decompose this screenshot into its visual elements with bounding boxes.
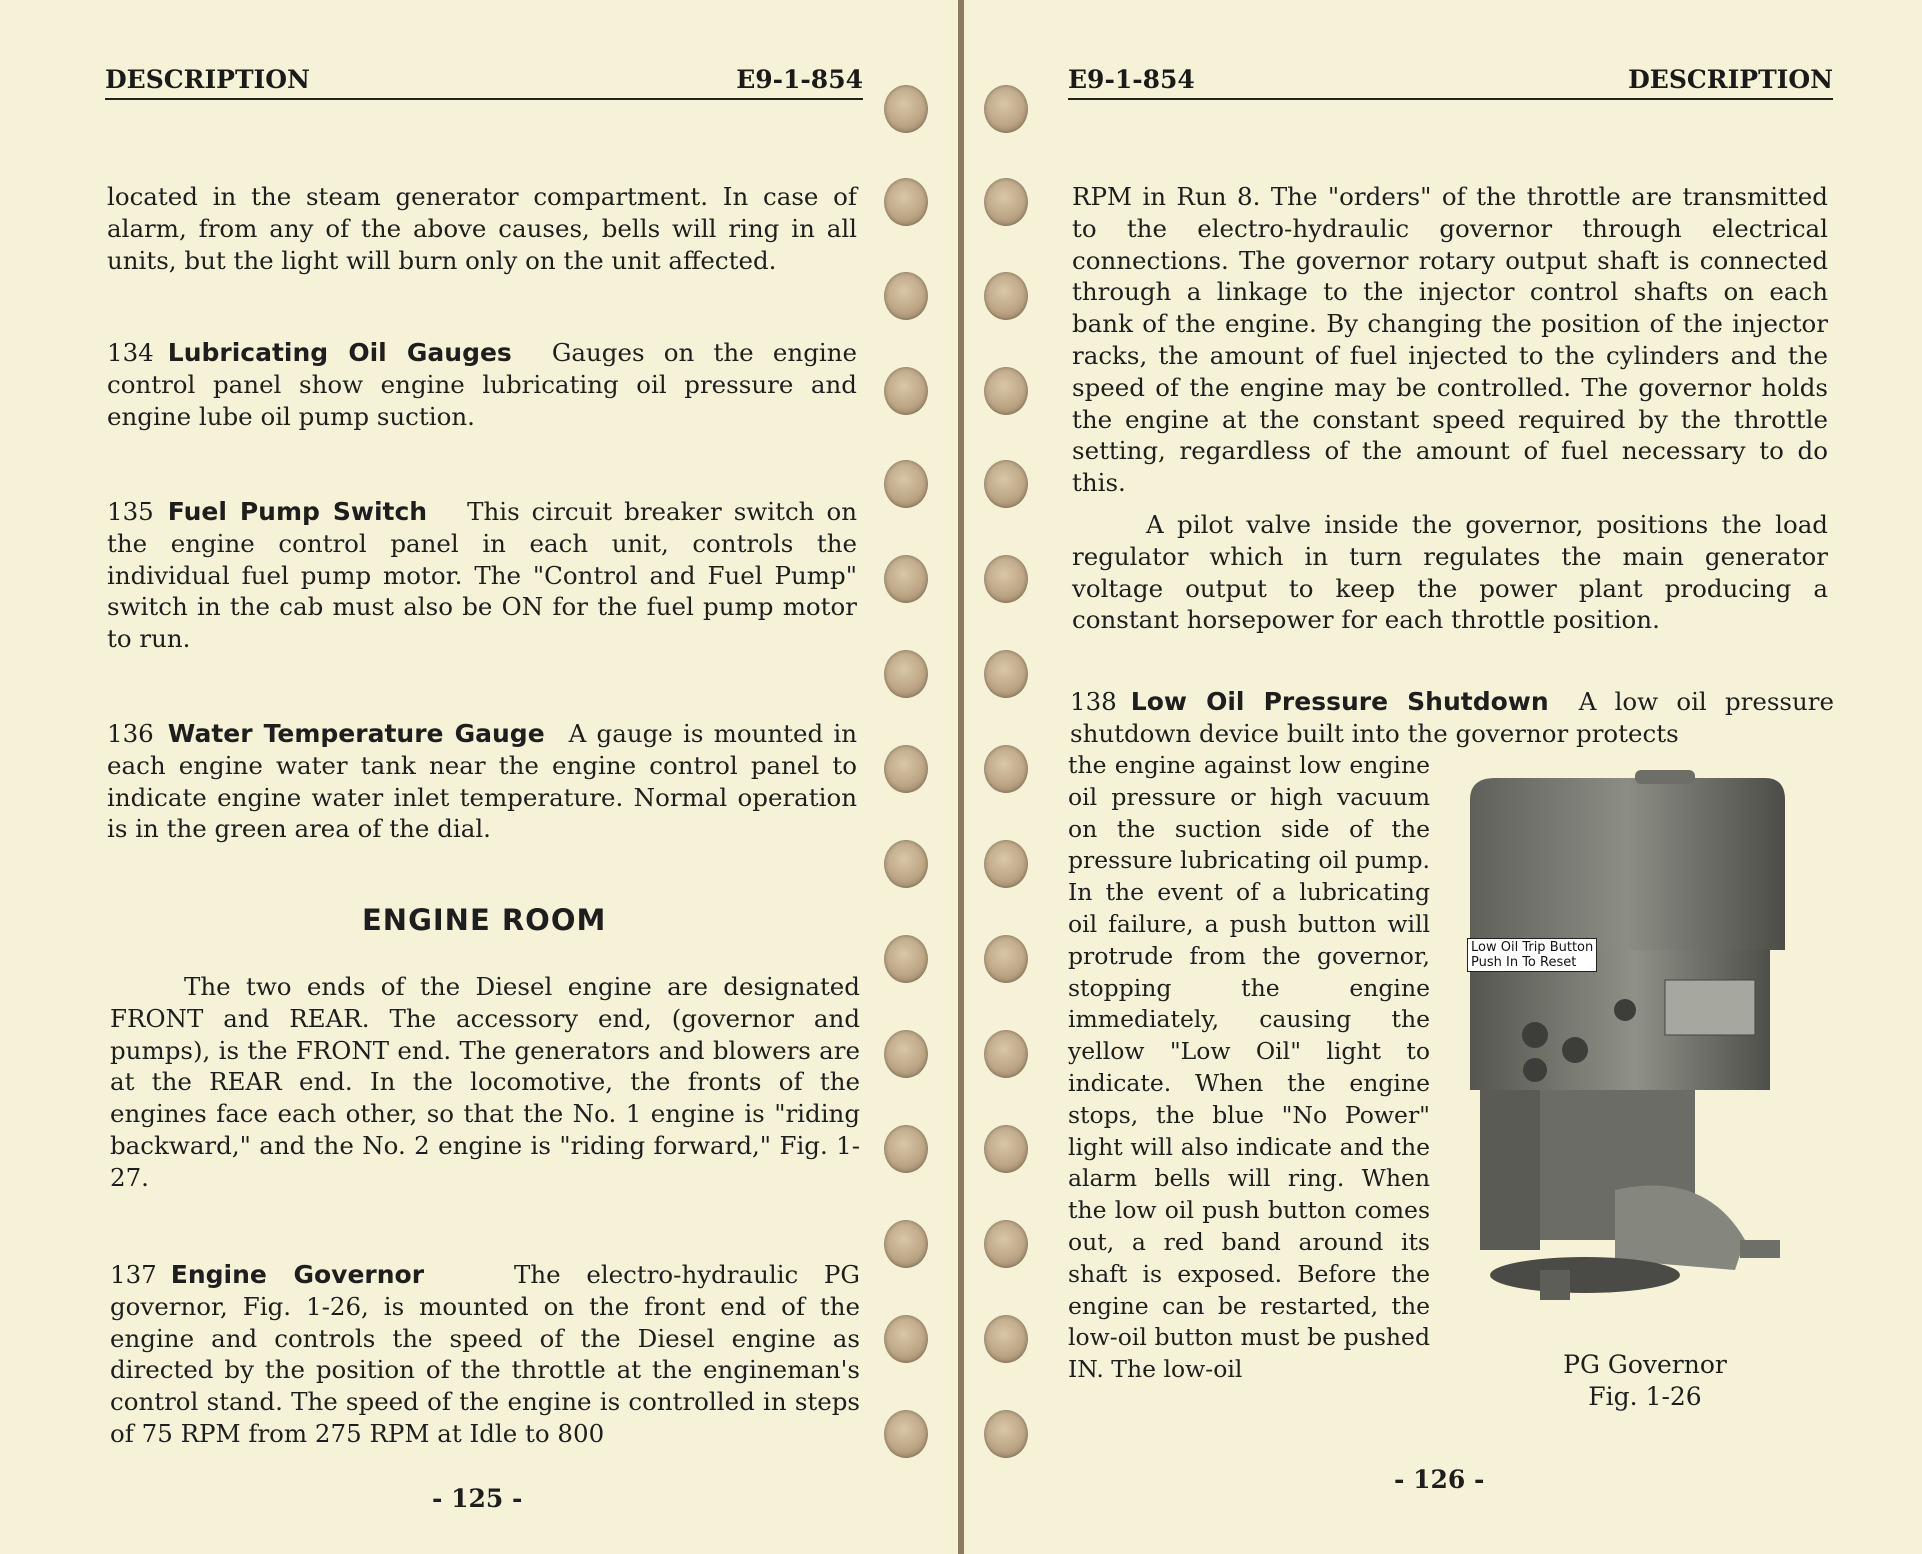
section-134-text: Gauges on the engine control panel show engine lubricating oil pressure and engine lube oil pump suction. — [107, 338, 857, 431]
binder-hole — [884, 1410, 928, 1458]
section-136-heading: Water Temperature Gauge — [167, 719, 545, 748]
section-137 — [110, 1259, 860, 1450]
engine-room-paragraph: The two ends of the Diesel engine are designated FRONT and REAR. The accessory end, (governor and pumps), is the FRONT end. The generators and blowers are at the REAR end. In the locomotive, the fronts of the engines face each other, so that the No. 1 engine is "riding backward," and the No. 2 engine is "riding forward," Fig. 1-27. — [110, 972, 860, 1192]
binder-hole — [984, 935, 1028, 983]
binder-hole — [984, 85, 1028, 133]
figure-caption-title: PG Governor — [1563, 1350, 1727, 1379]
left-intro-paragraph: located in the steam generator compartment. In case of alarm, from any of the above causes, bells will ring in all units, but the light will burn only on the unit affected. — [107, 182, 857, 275]
binder-hole — [984, 745, 1028, 793]
binder-hole — [884, 1030, 928, 1078]
section-134-heading: Lubricating Oil Gauges — [167, 338, 512, 367]
right-paragraph-2: A pilot valve inside the governor, positions the load regulator which in turn regulates the main generator voltage output to keep the power plant producing a constant horsepower for each throttle position. — [1072, 510, 1828, 635]
right-page-number: - 126 - — [1394, 1465, 1485, 1494]
left-page-number: - 125 - — [432, 1484, 523, 1513]
left-page — [0, 0, 958, 1554]
binder-hole — [984, 272, 1028, 320]
pg-governor-photo — [1465, 770, 1820, 1325]
section-136 — [107, 718, 857, 845]
right-header-code: E9-1-854 — [1068, 65, 1195, 94]
binder-hole — [984, 840, 1028, 888]
right-paragraph-1: RPM in Run 8. The "orders" of the throttle are transmitted to the electro-hydraulic governor through electrical connections. The governor rotary output shaft is connected through a linkage to the injector control shafts on each bank of the engine. By changing the position of the injector racks, the amount of fuel injected to the cylinders and the speed of the engine may be controlled. The governor holds the engine at the constant speed required by the throttle setting, regardless of the amount of fuel necessary to do this. — [1072, 182, 1828, 498]
binder-hole — [884, 272, 928, 320]
section-137-heading: Engine Governor — [170, 1260, 425, 1289]
section-137-number: 137 — [110, 1260, 157, 1289]
section-138-number: 138 — [1070, 687, 1117, 716]
section-135-text: This circuit breaker switch on the engine control panel in each unit, controls the individual fuel pump motor. The "Control and Fuel Pump" switch in the cab must also be ON for the fuel pump motor to run. — [107, 497, 857, 654]
binder-hole — [984, 460, 1028, 508]
binder-hole — [984, 178, 1028, 226]
section-134-number: 134 — [107, 338, 154, 367]
section-138-heading: Low Oil Pressure Shutdown — [1130, 687, 1549, 716]
binder-hole — [884, 1125, 928, 1173]
binder-hole — [884, 840, 928, 888]
section-137-text: The electro-hydraulic PG governor, Fig. 1-26, is mounted on the front end of the engine and controls the speed of the Diesel engine as directed by the position of the throttle at the engineman's control stand. The speed of the engine is controlled in steps of 75 RPM from 275 RPM at Idle to 800 — [110, 1260, 860, 1448]
left-header-code: E9-1-854 — [736, 65, 863, 94]
right-header-title: DESCRIPTION — [1628, 65, 1833, 94]
left-page-header — [105, 62, 863, 100]
section-134 — [107, 337, 857, 432]
section-138-lead-text: A low oil pressure shutdown device built into the governor protects — [1070, 687, 1834, 748]
binder-hole — [984, 650, 1028, 698]
binder-hole — [884, 85, 928, 133]
binder-hole — [984, 1125, 1028, 1173]
binder-hole — [884, 1220, 928, 1268]
left-header-title: DESCRIPTION — [105, 65, 310, 94]
binder-hole — [984, 1030, 1028, 1078]
trip-label-line-2: Push In To Reset — [1471, 955, 1577, 970]
section-136-number: 136 — [107, 719, 154, 748]
right-page-header — [1068, 62, 1833, 100]
section-135-number: 135 — [107, 497, 154, 526]
section-138 — [1070, 686, 1834, 750]
section-135 — [107, 496, 857, 655]
section-136-text: A gauge is mounted in each engine water tank near the engine control panel to indicate engine water inlet temperature. Normal operation is in the green area of the dial. — [107, 719, 857, 844]
trip-label-line-1: Low Oil Trip Button — [1471, 940, 1594, 955]
section-135-heading: Fuel Pump Switch — [167, 497, 428, 526]
binder-hole — [984, 1315, 1028, 1363]
pg-governor-figure — [1465, 770, 1820, 1325]
figure-caption-number: Fig. 1-26 — [1588, 1382, 1702, 1411]
section-138-body: the engine against low engine oil pressure or high vacuum on the suction side of the pressure lubricating oil pump. In the event of a lubricating oil failure, a push button will protrude from the governor, stopping the engine immediately, causing the yellow "Low Oil" light to indicate. When the engine stops, the blue "No Power" light will also indicate and the alarm bells will ring. When the low oil push button comes out, a red band around its shaft is exposed. Before the engine can be restarted, the low-oil button must be pushed IN. The low-oil — [1068, 751, 1430, 1384]
binder-hole — [884, 178, 928, 226]
binder-hole — [884, 555, 928, 603]
binder-hole — [984, 1410, 1028, 1458]
binder-hole — [984, 367, 1028, 415]
binder-hole — [884, 745, 928, 793]
binder-hole — [884, 1315, 928, 1363]
engine-room-title: ENGINE ROOM — [362, 903, 607, 937]
low-oil-trip-label — [1467, 938, 1597, 972]
binder-hole — [884, 367, 928, 415]
binder-hole — [984, 1220, 1028, 1268]
figure-caption — [1515, 1349, 1775, 1413]
binder-hole — [884, 650, 928, 698]
binder-hole — [884, 935, 928, 983]
binder-hole — [884, 460, 928, 508]
binder-hole — [984, 555, 1028, 603]
